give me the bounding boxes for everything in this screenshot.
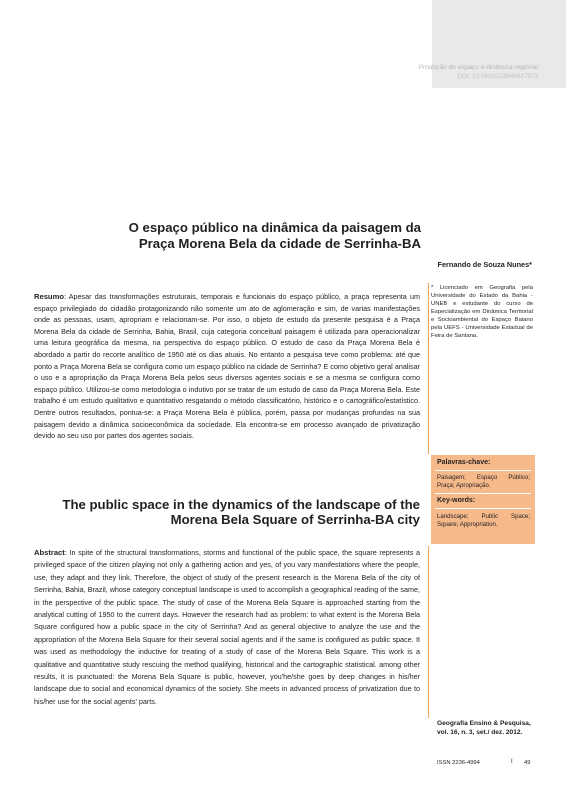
margin-divider-top <box>428 283 429 454</box>
journal-name: Geografia Ensino & Pesquisa, <box>437 720 531 727</box>
title-english <box>40 497 420 527</box>
journal-volume: vol. 16, n. 3, set./ dez. 2012. <box>437 729 523 737</box>
keywords-pt-text: Paisagem; Espaço Público; Praça; Apropriação. <box>437 474 530 490</box>
author-name: Fernando de Souza Nunes* <box>437 260 532 269</box>
page-number: 49 <box>524 760 531 766</box>
title-portuguese <box>100 220 421 252</box>
abstract-pt-text: : Apesar das transformações estruturais, temporais e funcionais do espaço público, a praça representa um espaço privilegiado do cidadão protagonizando não somente um ato de aglomeração e sim, de varias manifestações onde as pessoas, usam, apropriam e relacionam-se. Por isso, o objeto de estudo da presente pesquisa é a Praça Morena Bela da cidade de Serrinha, Bahia, Brasil, cuja categoria conceitual paisagem é utilizada para operacionalizar uma leitura geográfica da mesma, na perspectiva do espaço público. O estudo de caso da Praça Morena Bela é abordado a partir do recorte analítico de 1950 até os dias atuais. No entanto a pesquisa teve como problema: até que ponto a Praça Morena Bela se configura como um espaço público na cidade de Serrinha? E como objetivo geral analisar o uso e a apropriação da Praça Morena Bela pelos seus diversos agentes sociais e se a mesma se configura como espaço público. Utilizou-se como metodologia o indutivo por se tratar de um estudo de caso da Praça Morena Bela. Este trabalho é um estudo qualitativo e quantitativo resgatando o método classificatório, histórico e o cartográfico/estatístico. Dentre outros resultados, pontua-se: a Praça Morena Bela é pública, porém, passa por mudanças profundas na sua paisagem devido a dinâmica socioeconômica da sociedade. Ela encontra-se em processo avançado de privatização devido ao seu uso por partes dos agentes sociais. <box>34 292 420 441</box>
issn: ISSN 2236-4994 <box>437 760 480 766</box>
header-doi: DOI: 10.5902/2236499X7573 <box>457 73 538 80</box>
title-en-line2: Morena Bela Square of Serrinha-BA city <box>170 512 420 527</box>
footer-separator: I <box>511 759 513 765</box>
keywords-separator <box>435 508 531 509</box>
title-en-line1: The public space in the dynamics of the landscape of the <box>62 497 420 512</box>
abstract-en-label: Abstract <box>34 548 65 557</box>
abstract-pt-label: Resumo <box>34 292 64 301</box>
abstract-portuguese <box>34 291 420 442</box>
journal-citation <box>437 719 537 737</box>
title-pt-line1: O espaço público na dinâmica da paisagem da <box>128 220 421 235</box>
header-journal-section: Produção do espaço e dinâmica regional <box>418 64 538 71</box>
keywords-en-title: Key-words: <box>437 497 476 504</box>
author-footnote: * Licenciado em Geografia pela Universidade do Estado da Bahia - UNEB e estudante do curso de Especialização em Dinâmica Territorial e Socioambiental do Espaço Baiano pela UEFS - Universidade Estadual de Feira de Santana. <box>431 285 533 339</box>
keywords-pt-title: Palavras-chave: <box>437 459 491 466</box>
keywords-separator <box>435 470 531 471</box>
margin-divider-bottom <box>428 546 429 718</box>
title-pt-line2: Praça Morena Bela da cidade de Serrinha-BA <box>138 236 421 251</box>
keywords-separator <box>435 493 531 494</box>
abstract-en-text: : In spite of the structural transformations, storms and functional of the public space, the square represents a privileged space of the citizen playing not only a gathering action and yes, of you vary manifestations where the people, use, they adapt and they link. Therefore, the object of study of the present research is the Morena Bela of the city of Serrinha, Bahia, Brazil, whose category conceptual landscape is used to accomplish a geographical reading of the same, in the perspective of the public space. The study of case of the Morena Bela Square is approached starting from the analytical cutting of 1950 to the current days. However the research had as problem: to what extent is the Morena Bela Square configured how a public space in the city of Serrinha? And as general objective to analyze the use and the appropriation of the Morena Bela Square for their several social agents and if the same is configured as public space. It was used as methodology the inductive for treating of a study of case of the Morena Bela Square. This work is a qualitative and quantitative study rescuing the method qualifying, historical and the cartographic statistical. among other results, it is punctuated: the Morena Bela Square is public, however, you'he/she goes by deep changes in his/her landscape due to social and economical dynamics of the society. She meets in advanced process of privatization due to his/her use for the social agents' parts. <box>34 548 420 706</box>
abstract-english <box>34 547 420 708</box>
keywords-en-text: Landscape; Public Space; Square; Appropriation. <box>437 513 530 529</box>
